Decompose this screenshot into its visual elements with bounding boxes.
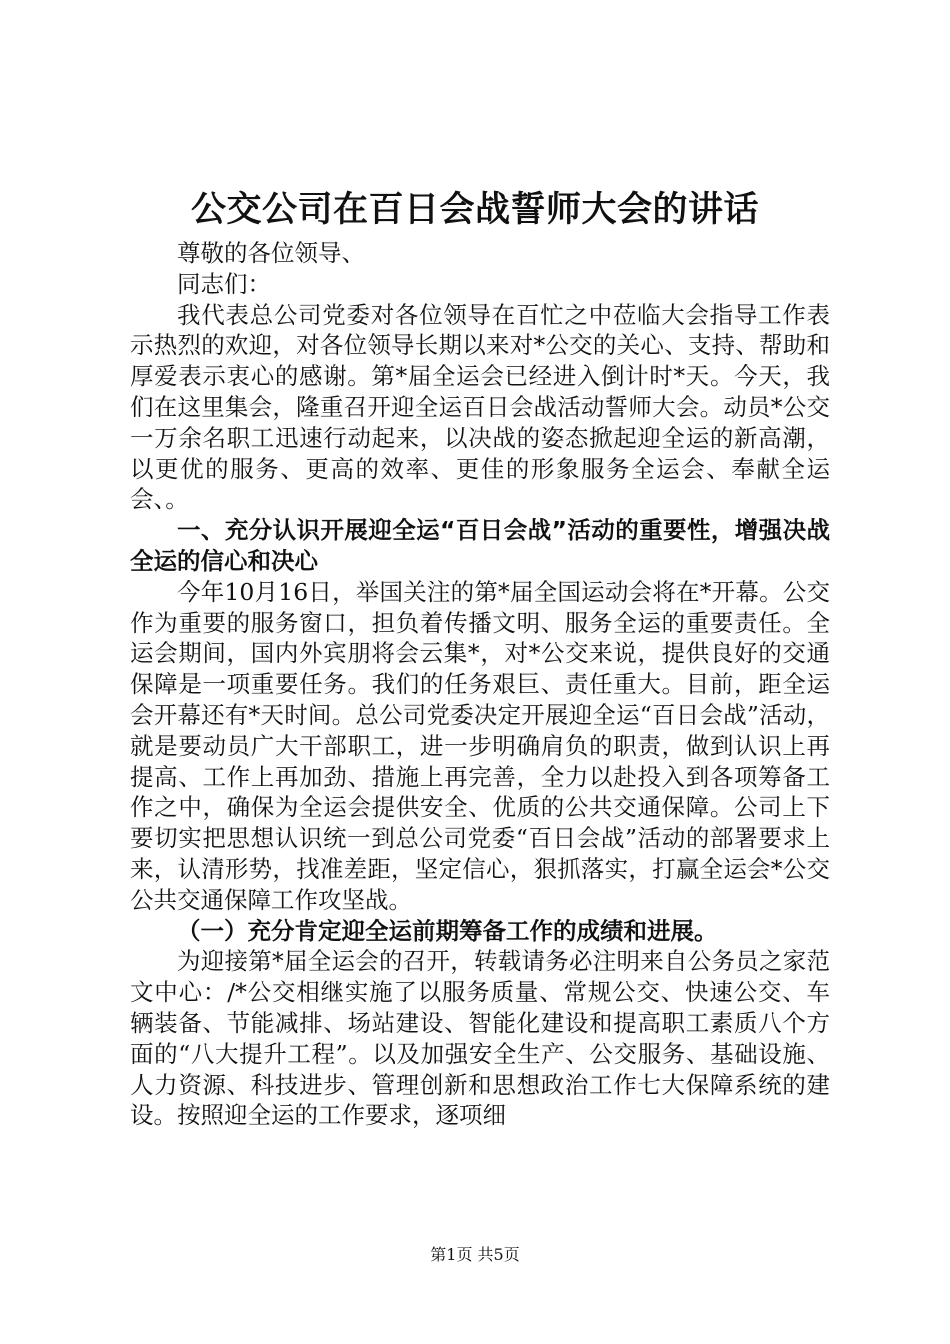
- document-body: [130, 238, 830, 1131]
- body-paragraph: 为迎接第*届全运会的召开，转载请务必注明来自公务员之家范文中心：/*公交相继实施了以服务质量、常规公交、快速公交、车辆装备、节能减排、场站建设、智能化建设和提高职工素质八个方面的“八大提升工程”。以及加强安全生产、公交服务、基础设施、人力资源、科技进步、管理创新和思想政治工作七大保障系统的建设。按照迎全运的工作要求，逐项细: [130, 947, 830, 1130]
- document-title: 公交公司在百日会战誓师大会的讲话: [190, 189, 759, 230]
- body-paragraph: 我代表总公司党委对各位领导在百忙之中莅临大会指导工作表示热烈的欢迎，对各位领导长期以来对*公交的关心、支持、帮助和厚爱表示衷心的感谢。第*届全运会已经进入倒计时*天。今天，我们在这里集会，隆重召开迎全运百日会战活动誓师大会。动员*公交一万余名职工迅速行动起来，以决战的姿态掀起迎全运的新高潮，以更优的服务、更高的效率、更佳的形象服务全运会、奉献全运会、。: [130, 300, 830, 514]
- section-heading: 一、充分认识开展迎全运“百日会战”活动的重要性，增强决战全运的信心和决心: [130, 516, 830, 575]
- body-paragraph: 今年10月16日，举国关注的第*届全国运动会将在*开幕。公交作为重要的服务窗口，担负着传播文明、服务全运的重要责任。全运会期间，国内外宾朋将会云集*，对*公交来说，提供良好的交通保障是一项重要任务。我们的任务艰巨、责任重大。目前，距全运会开幕还有*天时间。总公司党委决定开展迎全运“百日会战”活动，就是要动员广大干部职工，进一步明确肩负的职责，做到认识上再提高、工作上再加劲、措施上再完善，全力以赴投入到各项筹备工作之中，确保为全运会提供安全、优质的公共交通保障。公司上下要切实把思想认识统一到总公司党委“百日会战”活动的部署要求上来，认清形势，找准差距，坚定信心，狠抓落实，打赢全运会*公交公共交通保障工作攻坚战。: [130, 577, 830, 914]
- salutation-line: 同志们：: [177, 269, 271, 298]
- page-number-footer: 第1页 共5页: [430, 1245, 520, 1264]
- subsection-heading: （一）充分肯定迎全运前期筹备工作的成绩和进展。: [177, 916, 718, 945]
- salutation-line: 尊敬的各位领导、: [177, 239, 365, 267]
